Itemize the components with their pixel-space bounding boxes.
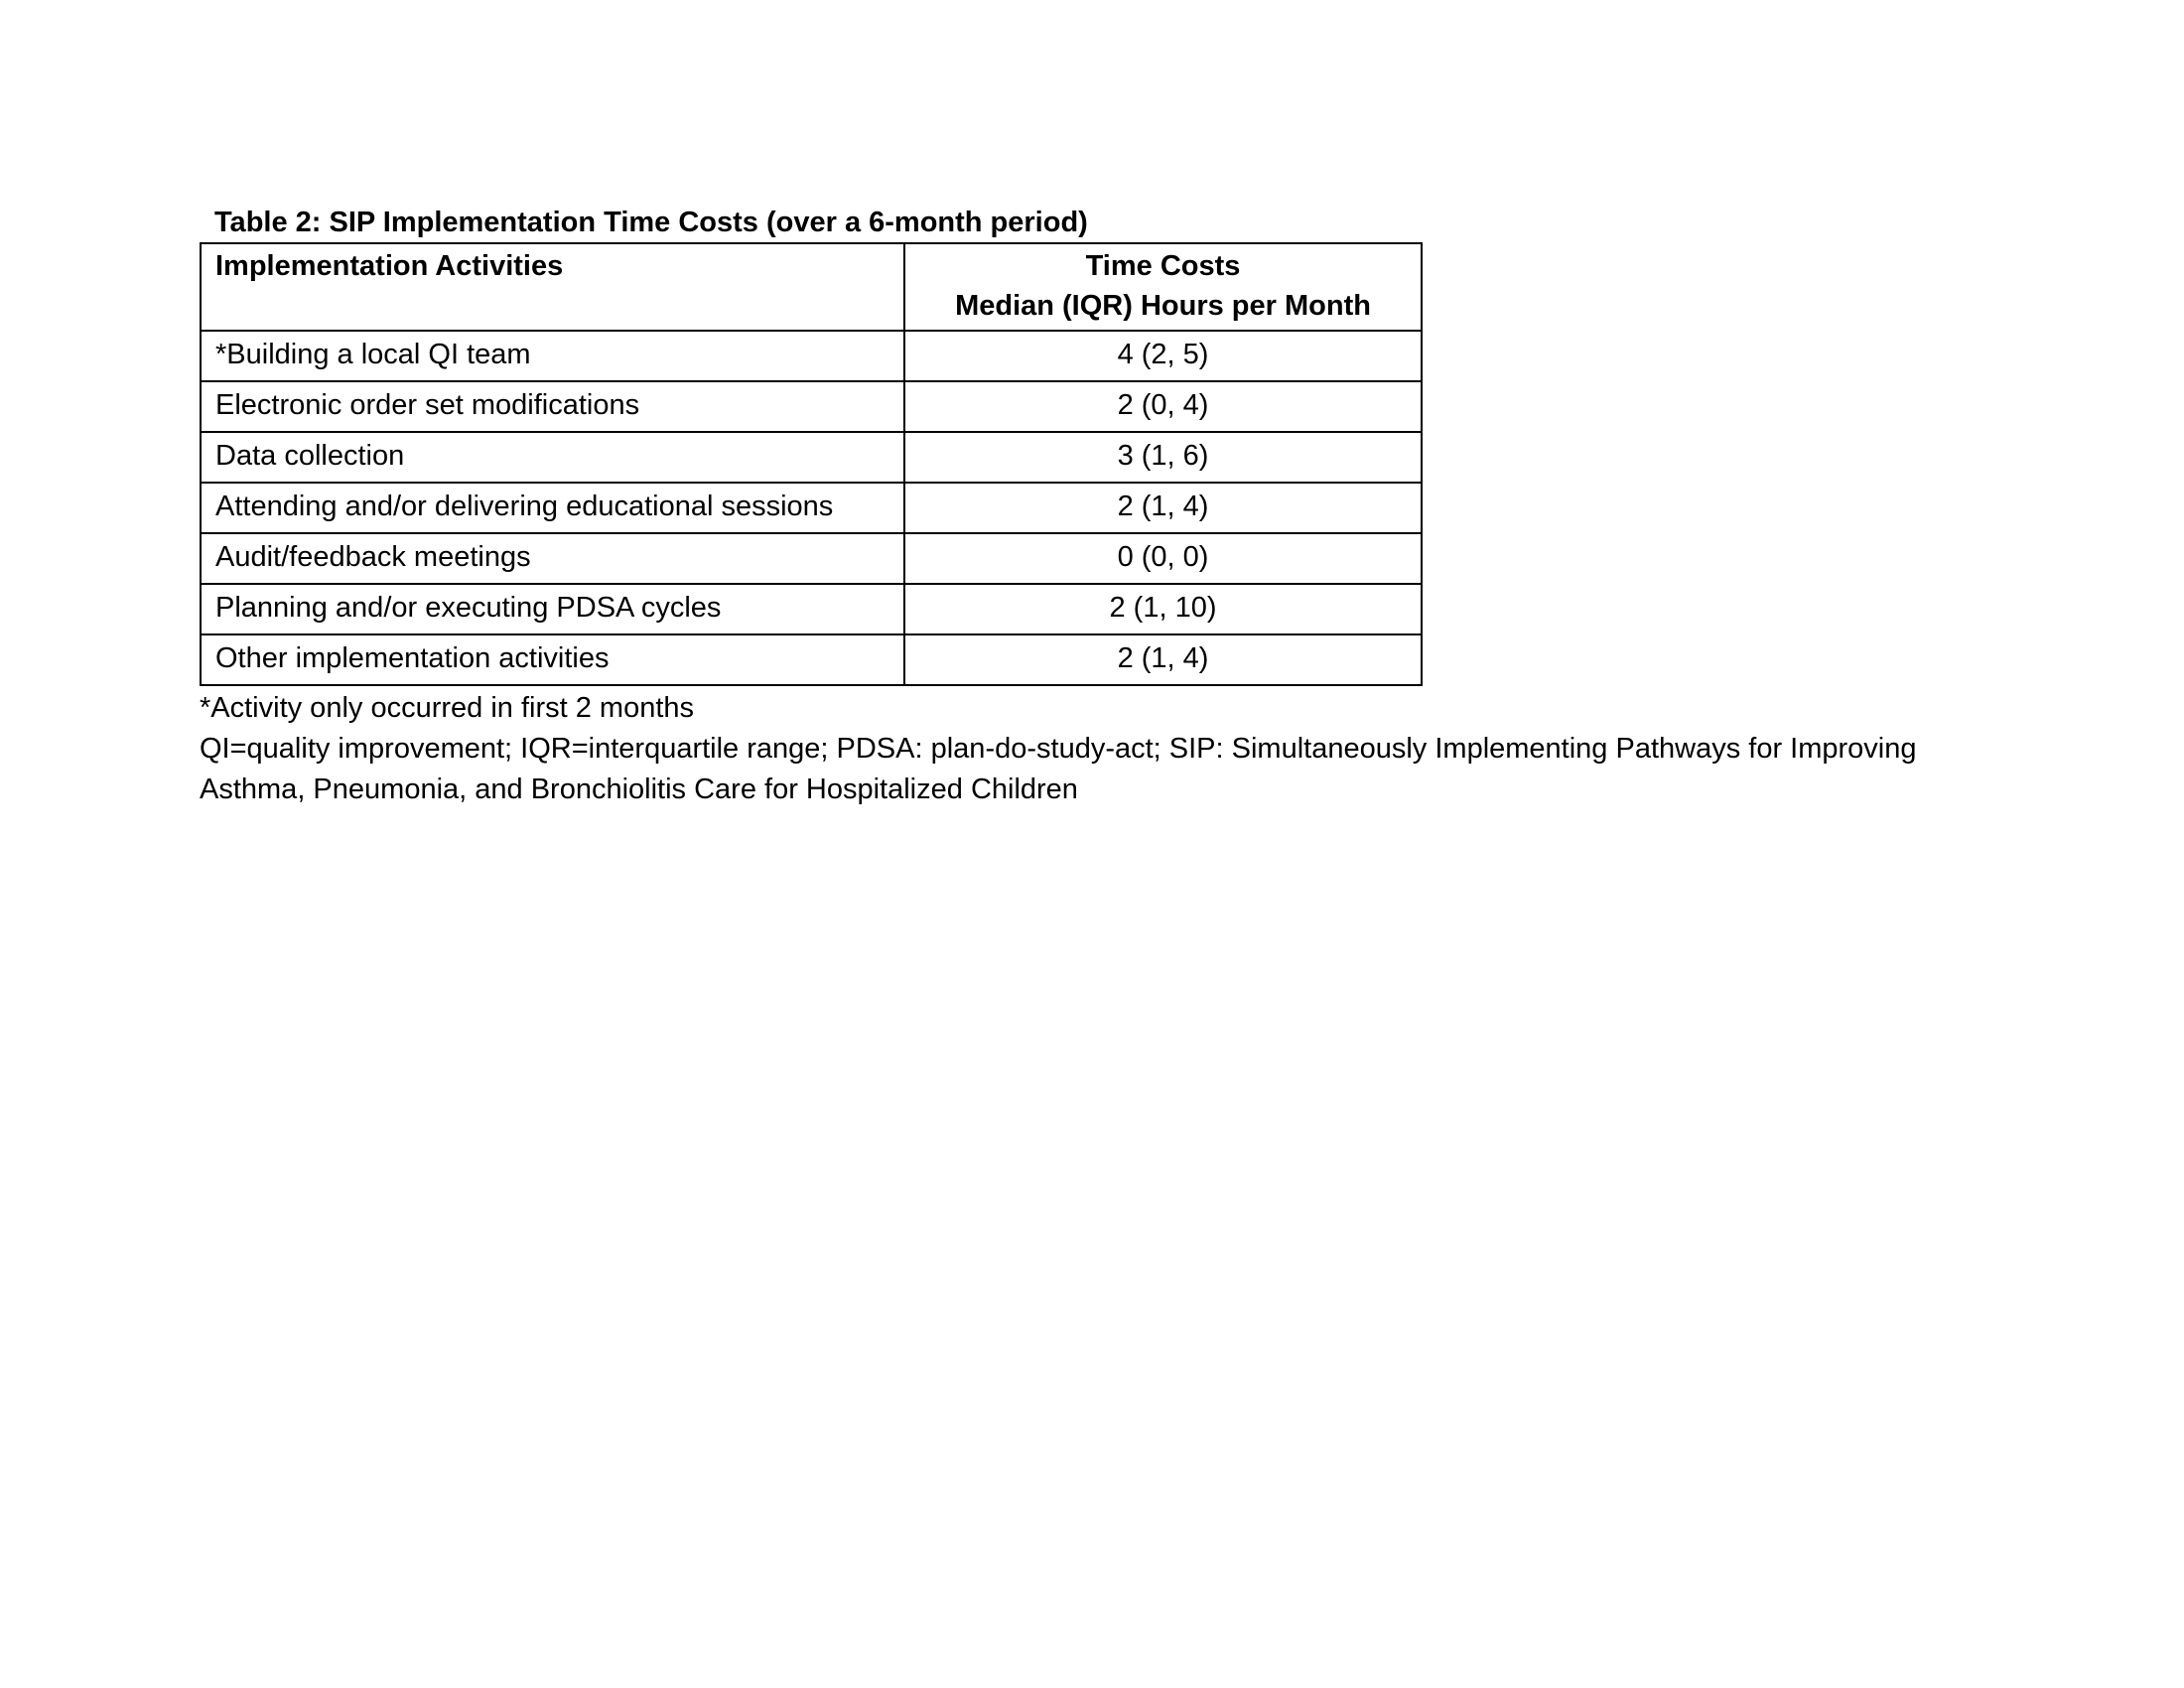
table-row xyxy=(201,483,1422,533)
abbreviations-footnote: QI=quality improvement; IQR=interquartile range; PDSA: plan-do-study-act; SIP: Simultaneously Implementing Pathways for Improving Asthma, Pneumonia, and Bronchiolitis Care for Hospitalized Children xyxy=(200,733,1917,805)
activity-cell: Attending and/or delivering educational sessions xyxy=(201,483,904,533)
activity-cell: Data collection xyxy=(201,432,904,483)
time-costs-table xyxy=(200,242,1423,686)
header-time-costs-line1: Time Costs xyxy=(1085,250,1241,282)
activity-cell: Audit/feedback meetings xyxy=(201,533,904,584)
asterisk-footnote: *Activity only occurred in first 2 months xyxy=(200,692,695,724)
time-cost-cell: 2 (1, 4) xyxy=(904,483,1422,533)
table-row xyxy=(201,381,1422,432)
table-row xyxy=(201,331,1422,381)
time-cost-cell: 2 (1, 4) xyxy=(904,634,1422,685)
table-footnotes xyxy=(200,688,1927,810)
table-row xyxy=(201,634,1422,685)
time-cost-cell: 2 (1, 10) xyxy=(904,584,1422,634)
table-header-row xyxy=(201,243,1422,331)
table-row xyxy=(201,432,1422,483)
time-cost-cell: 3 (1, 6) xyxy=(904,432,1422,483)
document-page xyxy=(200,203,1986,810)
header-time-costs xyxy=(904,243,1422,331)
activity-cell: *Building a local QI team xyxy=(201,331,904,381)
activity-cell: Electronic order set modifications xyxy=(201,381,904,432)
time-cost-cell: 2 (0, 4) xyxy=(904,381,1422,432)
table-row xyxy=(201,584,1422,634)
header-time-costs-line2: Median (IQR) Hours per Month xyxy=(955,290,1371,322)
time-cost-cell: 0 (0, 0) xyxy=(904,533,1422,584)
activity-cell: Planning and/or executing PDSA cycles xyxy=(201,584,904,634)
header-implementation-activities: Implementation Activities xyxy=(201,243,904,331)
table-title: Table 2: SIP Implementation Time Costs (over a 6-month period) xyxy=(214,207,1088,238)
time-cost-cell: 4 (2, 5) xyxy=(904,331,1422,381)
activity-cell: Other implementation activities xyxy=(201,634,904,685)
table-row xyxy=(201,533,1422,584)
